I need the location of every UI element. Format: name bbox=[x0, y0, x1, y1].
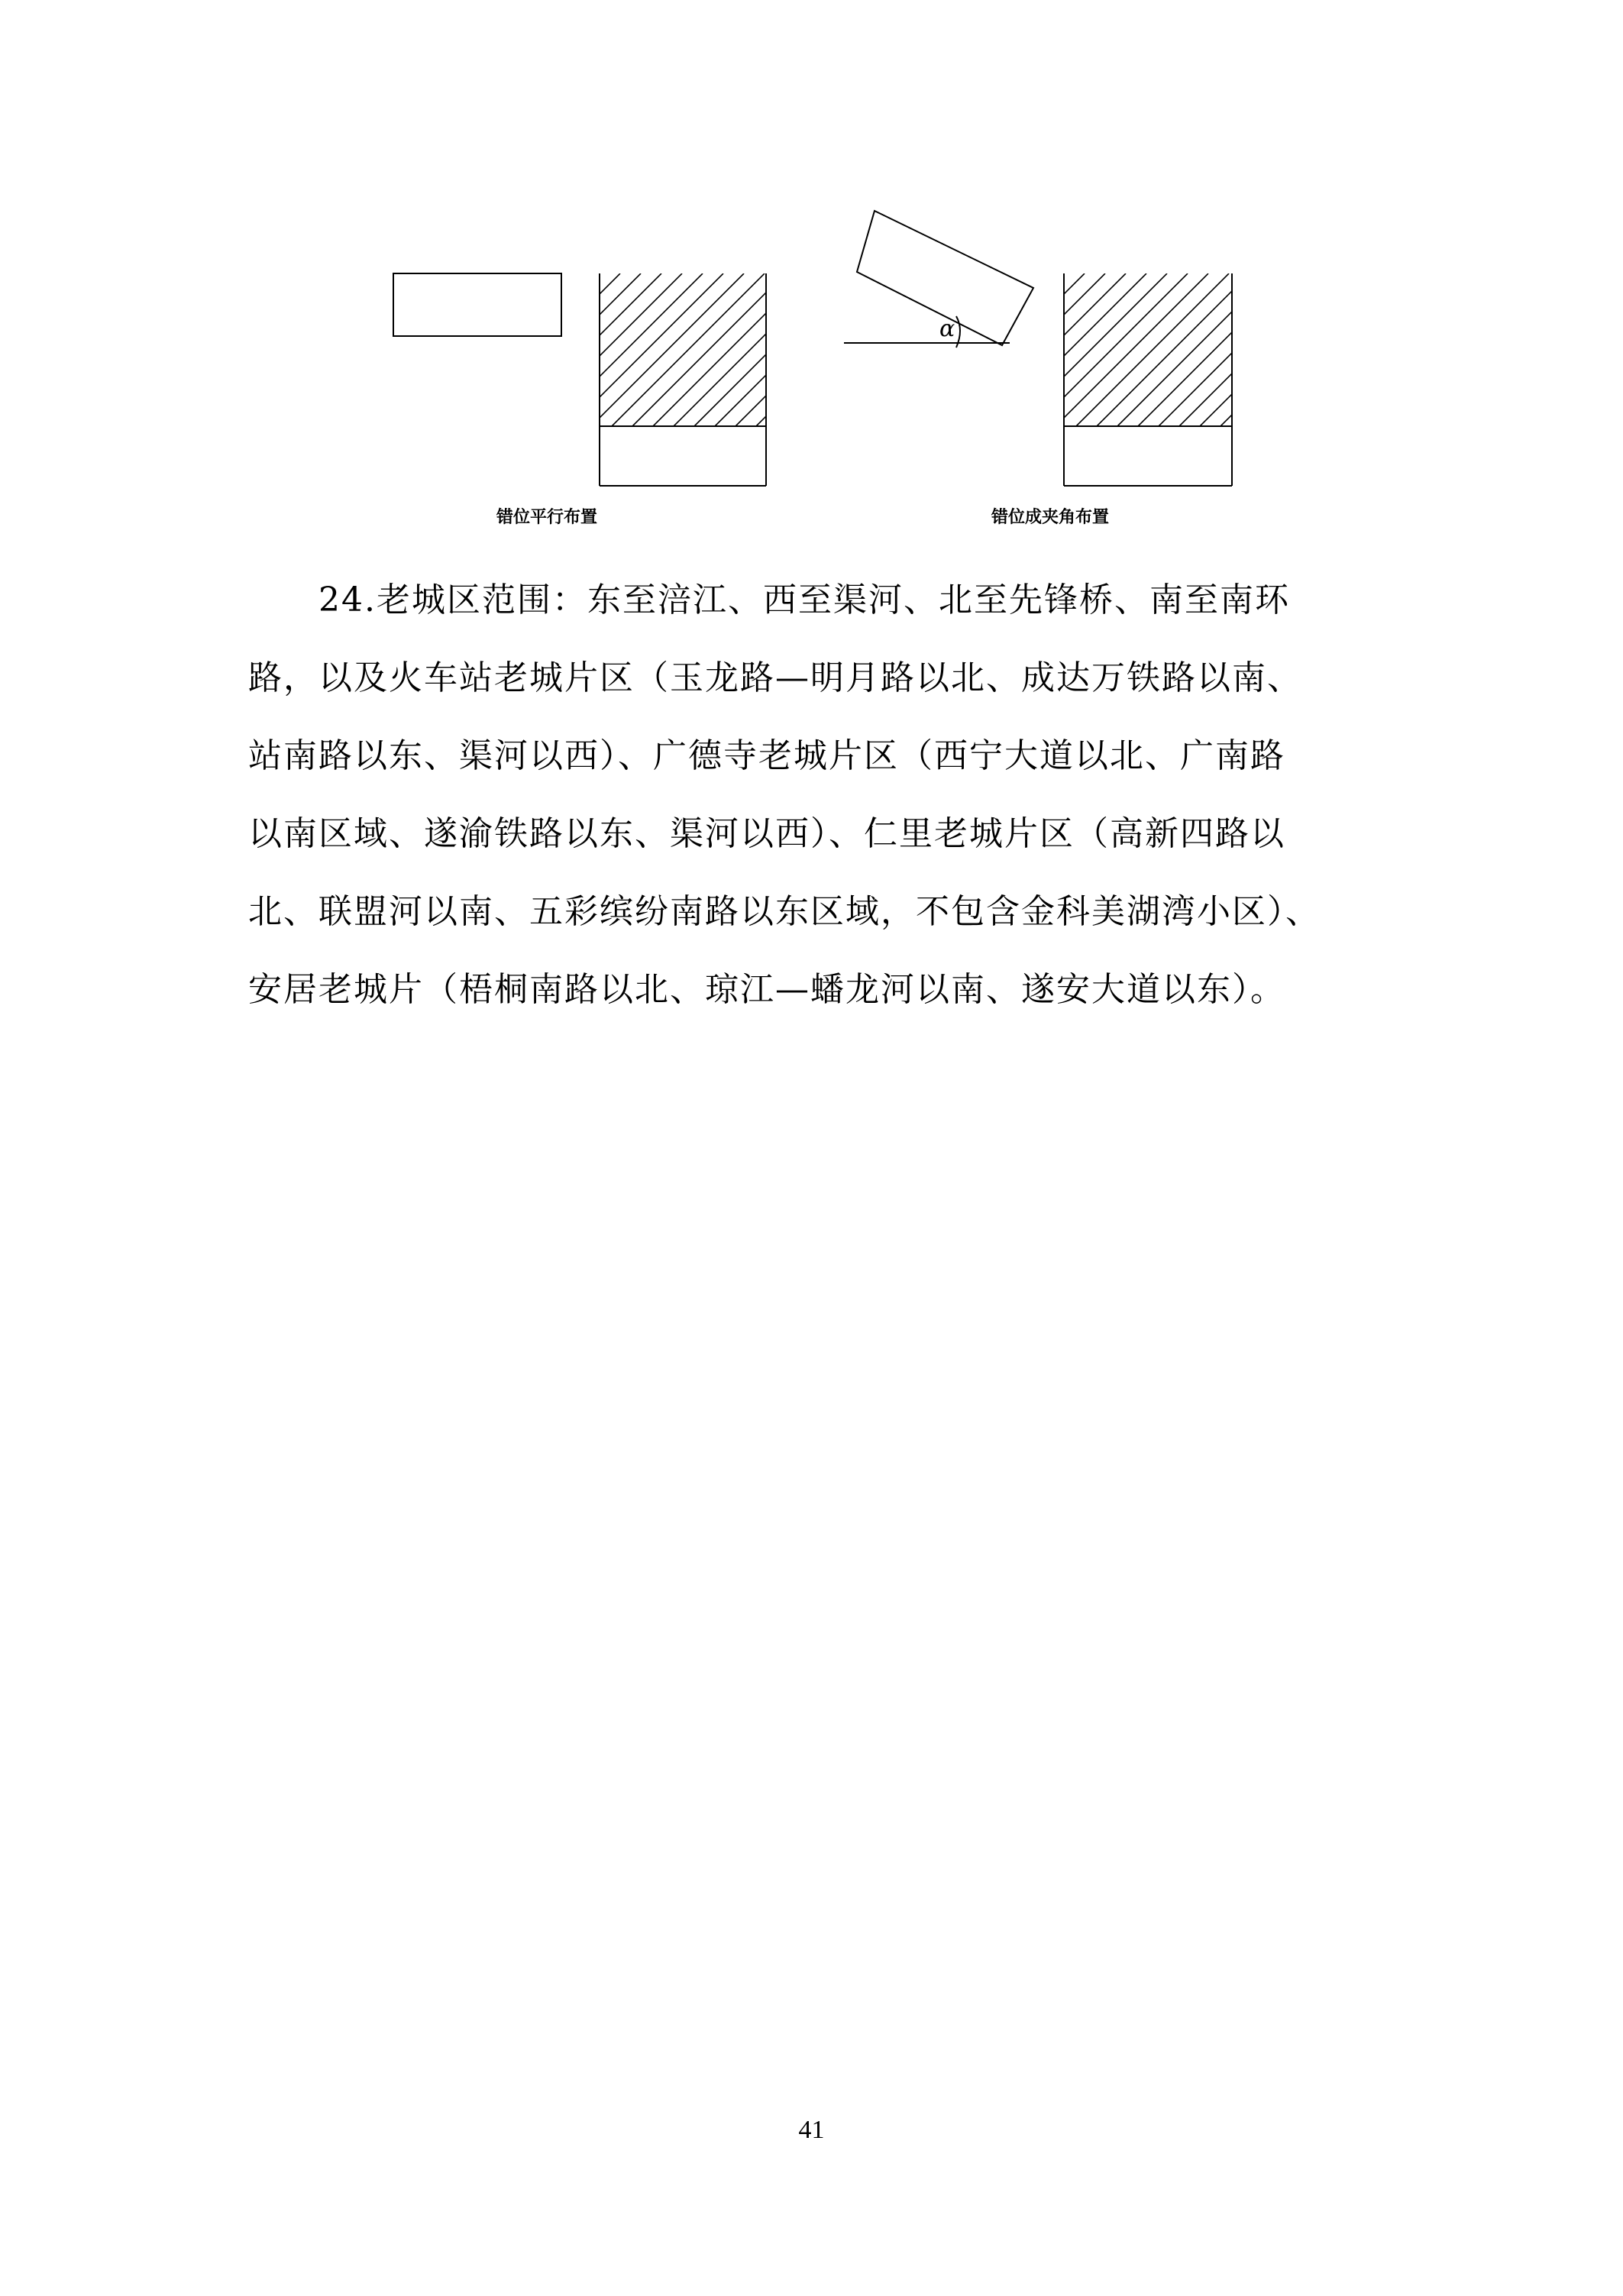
hatch-line bbox=[818, 273, 971, 426]
building-block-left bbox=[393, 273, 561, 336]
hatch-line bbox=[973, 273, 1126, 426]
figure-staggered-angle bbox=[844, 211, 1518, 486]
paragraph-line: 北、联盟河以南、五彩缤纷南路以东区域，不包含金科美湖湾小区）、 bbox=[248, 892, 1321, 931]
hatch-line bbox=[1365, 273, 1518, 426]
hatch-line bbox=[1159, 273, 1311, 426]
angle-symbol: α bbox=[939, 315, 955, 342]
paragraph-line: 安居老城片（梧桐南路以北、琼江—蟠龙河以南、遂安大道以东）。 bbox=[248, 970, 1285, 1009]
hatch-line bbox=[1220, 273, 1373, 426]
hatch-line bbox=[756, 273, 909, 426]
figure-staggered-parallel bbox=[393, 273, 1053, 486]
hatch-line bbox=[715, 273, 868, 426]
hatch-line bbox=[1138, 273, 1291, 426]
hatch-line bbox=[529, 273, 682, 426]
figure-area bbox=[0, 0, 1623, 550]
hatch-line bbox=[674, 273, 826, 426]
hatch-line bbox=[653, 273, 806, 426]
hatch-line bbox=[1035, 273, 1188, 426]
hatch-line bbox=[1076, 273, 1229, 426]
paragraph-old-town-scope bbox=[248, 561, 1379, 1029]
figure-caption-left: 错位平行布置 bbox=[496, 508, 598, 527]
hatch-line bbox=[467, 273, 620, 426]
hatch-line bbox=[591, 273, 744, 426]
hatch-line bbox=[1200, 273, 1353, 426]
hatch-line bbox=[1324, 273, 1476, 426]
hatch-line bbox=[911, 273, 1064, 426]
hatch-line bbox=[509, 273, 661, 426]
page-number: 41 bbox=[798, 2116, 825, 2144]
hatch-line bbox=[694, 273, 847, 426]
hatch-line bbox=[1262, 273, 1414, 426]
paragraph-line: 路，以及火车站老城片区（玉龙路—明月路以北、成达万铁路以南、 bbox=[248, 658, 1302, 697]
hatch-line bbox=[839, 273, 991, 426]
figure-caption-right: 错位成夹角布置 bbox=[991, 508, 1110, 527]
hatch-line bbox=[1117, 273, 1270, 426]
hatch-line bbox=[1303, 273, 1456, 426]
hatch-line bbox=[1097, 273, 1250, 426]
hatch-line bbox=[900, 273, 1053, 426]
paragraph-line: 站南路以东、渠河以西）、广德寺老城片区（西宁大道以北、广南路 bbox=[248, 736, 1285, 775]
hatch-line bbox=[488, 273, 641, 426]
hatch-line bbox=[632, 273, 785, 426]
paragraph-line: 以南区域、遂渝铁路以东、渠河以西）、仁里老城片区（高新四路以 bbox=[248, 814, 1285, 853]
hatch-line bbox=[1344, 273, 1497, 426]
hatch-line bbox=[797, 273, 950, 426]
hatch-line bbox=[994, 273, 1146, 426]
layout-diagram bbox=[0, 0, 1623, 550]
hatched-area-right bbox=[911, 273, 1518, 426]
hatch-line bbox=[736, 273, 888, 426]
hatched-area-left bbox=[447, 273, 1053, 426]
hatch-line bbox=[550, 273, 703, 426]
hatch-line bbox=[1241, 273, 1394, 426]
paragraph-line: 24.老城区范围：东至涪江、西至渠河、北至先锋桥、南至南环 bbox=[318, 580, 1290, 619]
hatch-line bbox=[1282, 273, 1435, 426]
hatch-line bbox=[932, 273, 1085, 426]
hatch-line bbox=[1056, 273, 1208, 426]
hatch-line bbox=[612, 273, 765, 426]
hatch-line bbox=[571, 273, 723, 426]
hatch-line bbox=[1014, 273, 1167, 426]
hatch-line bbox=[1179, 273, 1332, 426]
hatch-line bbox=[859, 273, 1012, 426]
hatch-line bbox=[447, 273, 600, 426]
hatch-line bbox=[880, 273, 1033, 426]
